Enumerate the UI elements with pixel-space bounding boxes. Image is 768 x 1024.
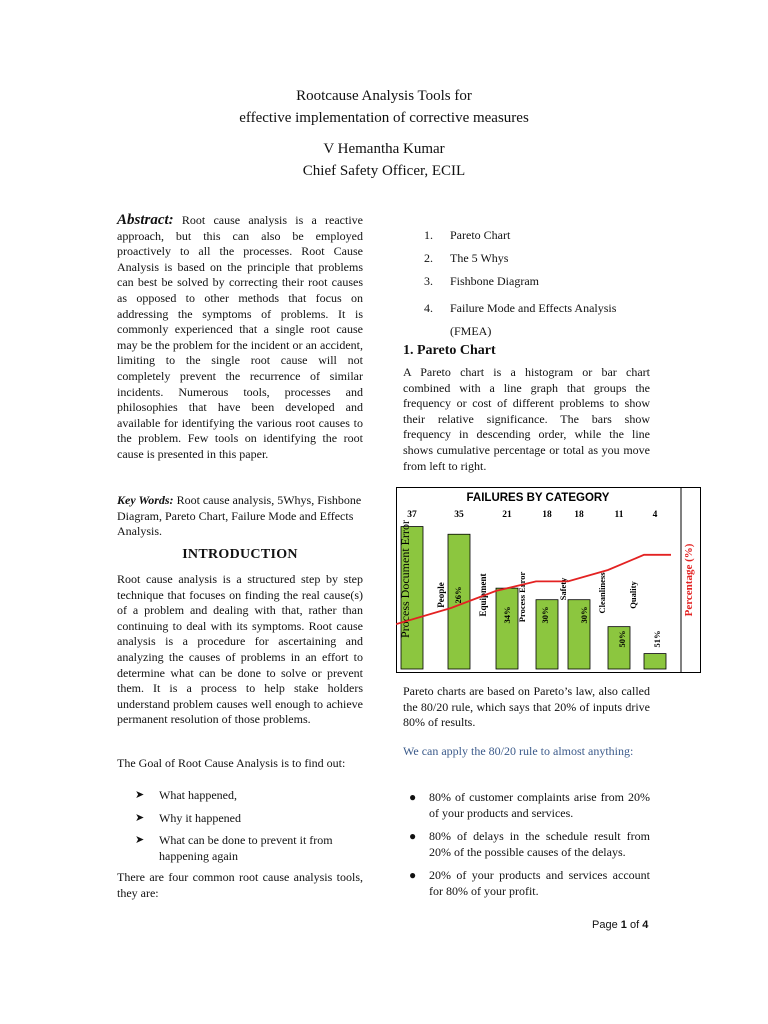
list-item: ● 80% of delays in the schedule result from 20% of the possible causes of the delays.: [409, 829, 650, 859]
total-pages: 4: [642, 919, 649, 931]
bar-value-label: 21: [502, 510, 512, 520]
category-label: Quality: [628, 581, 638, 609]
bar-value-label: 18: [542, 510, 552, 520]
cumulative-percent-label: 51%: [652, 630, 662, 648]
category-label: Process Error: [517, 571, 527, 623]
category-label: People: [436, 582, 446, 608]
tools-intro: There are four common root cause analysis tools, they are:: [117, 870, 363, 900]
cumulative-percent-label: 30%: [540, 606, 550, 624]
chart-bar: [644, 654, 666, 669]
list-item: ➤ What happened,: [135, 788, 237, 802]
bar-value-label: 35: [454, 510, 464, 520]
pareto-chart: [396, 487, 701, 673]
pareto-paragraph: A Pareto chart is a histogram or bar chart combined with a line graph that groups the frequency or cost of different problems to show their relative significance. The bars show frequency in descending order, while the line shows cumulative percentage or total as you move from left to right.: [403, 365, 650, 473]
bar-value-label: 18: [574, 510, 584, 520]
list-item: ➤ What can be done to prevent it from happening again: [135, 833, 333, 863]
cumulative-percent-label: 34%: [502, 606, 512, 624]
pareto-bullets: [403, 790, 650, 908]
author-affiliation: Chief Safety Officer, ECIL: [302, 163, 466, 179]
cumulative-percent-label: 26%: [453, 586, 463, 604]
keywords-text: Root cause analysis, 5Whys, Fishbone Diagram, Pareto Chart, Failure Mode and Effects Analysis.: [117, 493, 362, 539]
list-item: ● 80% of customer complaints arise from 20% of your products and services.: [409, 790, 650, 820]
list-item: 3. Fishbone Diagram: [424, 274, 539, 288]
pareto-heading: 1. Pareto Chart: [403, 343, 496, 358]
abstract-heading: Abstract:: [117, 212, 174, 228]
category-label: Equipment: [478, 573, 488, 617]
page-word: Page: [592, 919, 618, 931]
cumulative-percent-label: 50%: [617, 630, 627, 648]
introduction-heading: INTRODUCTION: [182, 547, 298, 562]
bar-value-label: 11: [614, 510, 624, 520]
arrow-bullet-icon: ➤: [135, 789, 145, 801]
list-item: 4. Failure Mode and Effects Analysis (FMEA): [424, 301, 617, 338]
paper-title-line2: effective implementation of corrective measures: [239, 110, 529, 126]
list-item: ➤ Why it happened: [135, 810, 241, 825]
keywords-block: [117, 493, 363, 540]
category-label: Safety: [558, 577, 568, 601]
of-word: of: [629, 919, 640, 931]
arrow-bullet-icon: ➤: [135, 811, 145, 824]
arrow-bullet-icon: ➤: [135, 834, 145, 847]
author-name: V Hemantha Kumar: [323, 141, 445, 157]
page-number: 1: [620, 919, 627, 931]
goal-intro: The Goal of Root Cause Analysis is to find out:: [117, 756, 346, 770]
tools-list: [424, 228, 654, 343]
apply-text: We can apply the 80/20 rule to almost anything:: [403, 744, 634, 758]
list-item: 1. Pareto Chart: [424, 228, 511, 242]
category-label: Cleanliness: [597, 572, 607, 614]
bar-value-label: 4: [652, 510, 658, 520]
page-indicator: [592, 919, 648, 931]
cumulative-percent-label: 30%: [579, 606, 589, 624]
abstract-text: Root cause analysis is a reactive approach, but this can also be employed proactively to all the processes. Root Cause Analysis is based on the principle that problems can best be solved by correcting their root causes as opposed to other methods that focus on addressing the symptoms of problems. It is commonly experienced that a single root cause may be the problem for the incident or an accident, limiting to the single root cause will not completely prevent the recurrence of similar incidents. Numerous tools, processes and philosophies that have been developed and available for identifying the various root causes to the problem. Few tools on identifying the root cause is presented in this paper.: [117, 213, 363, 461]
goals-list: [133, 788, 363, 871]
abstract-block: [117, 213, 363, 463]
chart-y2-label: Percentage (%): [683, 543, 695, 617]
bullet-dot-icon: ●: [409, 868, 417, 883]
bullet-dot-icon: ●: [409, 790, 417, 804]
bullet-dot-icon: ●: [409, 829, 417, 844]
pareto-law-text: Pareto charts are based on Pareto’s law, also called the 80/20 rule, which says that 20% of inputs drive 80% of results.: [403, 684, 650, 730]
chart-bar: [496, 588, 518, 669]
keywords-heading: Key Words:: [117, 493, 174, 507]
list-item: ● 20% of your products and services account for 80% of your profit.: [409, 868, 650, 898]
bar-value-label: 37: [407, 510, 417, 520]
paper-title-line1: Rootcause Analysis Tools for: [296, 88, 472, 104]
category-label: Process Document Error: [398, 520, 412, 638]
introduction-paragraph: Root cause analysis is a structured step by step technique that focuses on finding the real cause(s) of a problem and dealing with that, rather than continuing to deal with its symptoms. Root cause analysis is a procedure for ascertaining and analyzing the causes of problems in an effort to determine what can be done to solve or prevent them. It is a process to help stake holders understand problem causes well enough to achieve permanent resolution of those problems.: [117, 572, 363, 727]
chart-title: FAILURES BY CATEGORY: [466, 492, 610, 504]
list-item: 2. The 5 Whys: [424, 251, 509, 265]
